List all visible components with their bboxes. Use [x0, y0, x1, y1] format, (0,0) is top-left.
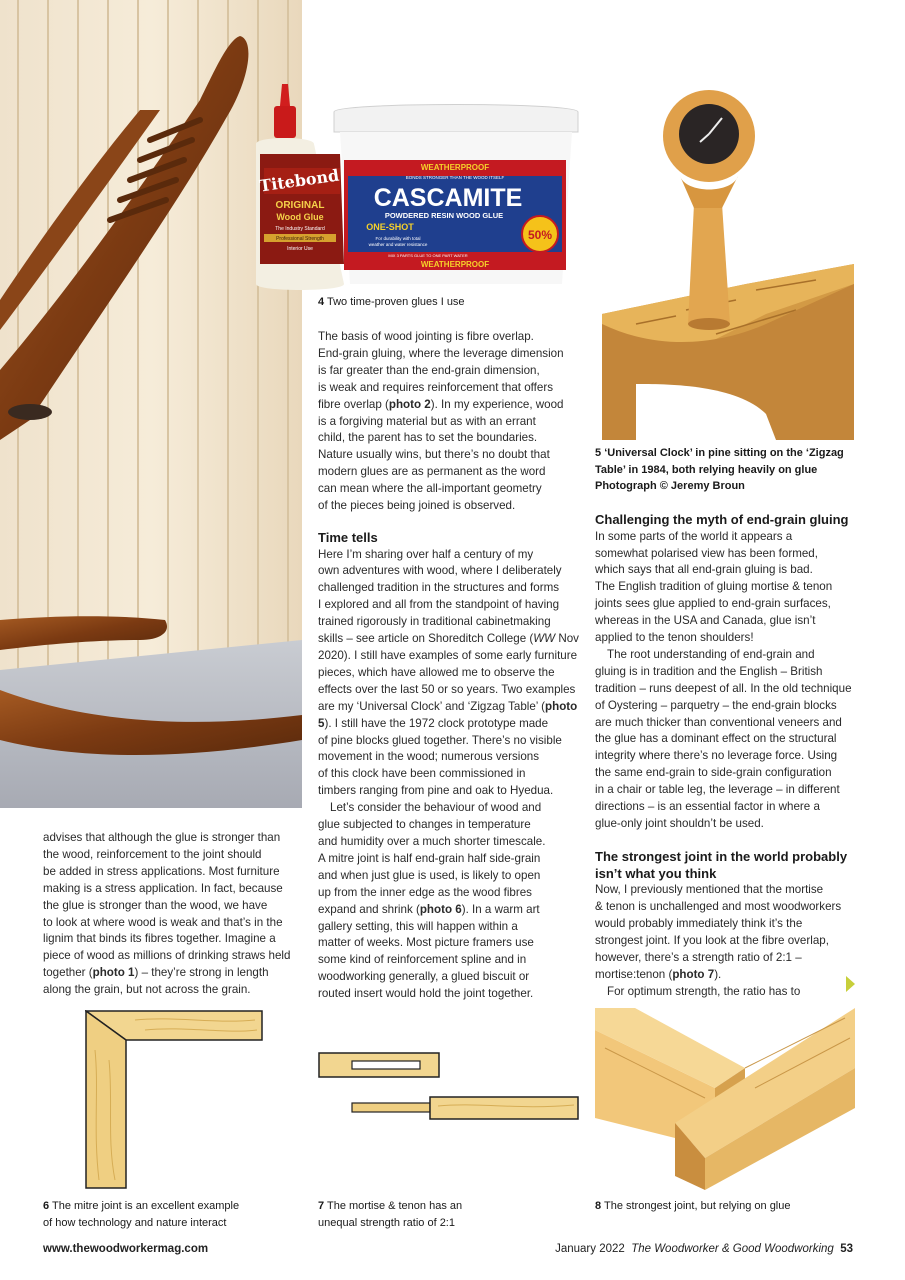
- svg-text:WEATHERPROOF: WEATHERPROOF: [420, 260, 490, 269]
- svg-text:For durability with total: For durability with total: [375, 236, 421, 241]
- photo5-caption: 5 ‘Universal Clock’ in pine sitting on the ‘Zigzag Table’ in 1984, both relying heavily on glue Photograph © Jeremy Broun: [595, 447, 844, 492]
- column-3-text: Challenging the myth of end-grain gluing In some parts of the world it appears a somewhat polarised view has been formed, which says that all end-grain gluing is bad. The English tradition of gluing mortise & tenon joints sees glue applied to end-grain surfaces, whereas in the USA and Canada, glue isn’t applied to the tenon shoulders! The root understanding of end-grain and gluing is in tradition and the English – British tradition – runs deepest of all. In the old technique of Oystering – parquetry – the end-grain blocks are much thicker than conventional veneers and the glue has a dominant effect on the structural integrity where there’s no leverage force. Using the same end-grain to side-grain configuration in a chair or table leg, the leverage – in different directions – is an essential factor in where a glue-only joint shouldn’t be used. The strongest joint in the world probably isn’t what you think Now, I previously mentioned that the mortise & tenon is unchallenged and most woodworkers would probably immediately think it’s the strongest joint. If you look at the fibre overlap, however, there’s a strength ratio of 2:1 – mortise:tenon (photo 7). For optimum strength, the ratio has to: [595, 512, 857, 1000]
- svg-text:The Industry Standard: The Industry Standard: [275, 226, 325, 232]
- universal-clock-photo: [596, 84, 854, 440]
- svg-text:WEATHERPROOF: WEATHERPROOF: [420, 163, 490, 172]
- column-2-text: The basis of wood jointing is fibre overlap. End-grain gluing, where the leverage dimension is far greater than the end-grain dimension, is weak and requires reinforcement that offers fibre overlap (photo 2). In my experience, wood is a forgiving material but as with an errant child, the parent has to set the boundaries. Nature usually wins, but there’s no doubt that modern glues are as permanent as the word can mean where the all-important geometry of the pieces being joined is observed. Time tells Here I’m sharing over half a century of my own adventures with wood, where I deliberately challenged tradition in the structures and forms I explored and all from the standpoint of having trained rigorously in traditional cabinetmaking skills – see article on Shoreditch College (WW Nov 2020). I still have examples of some early furniture pieces, which have allowed me to observe the effects over the last 50 or so years. Two examples are my ‘Universal Clock’ and ‘Zigzag Table’ (photo 5). I still have the 1972 clock prototype made of pine blocks glued together. There’s no visible movement in the wood; numerous versions of this clock have been commissioned in timbers ranging from pine and oak to Hyedua. Let’s consider the behaviour of wood and glue subjected to changes in temperature and humidity over a much shorter timescale. A mitre joint is half end-grain half side-grain and when just glue is used, is likely to open up from the inner edge as the wood fibres expand and shrink (photo 6). In a warm art gallery setting, this will happen within a matter of weeks. Most picture framers use some kind of reinforcement spline and in woodworking generally, a glued biscuit or routed insert would hold the joint together.: [318, 330, 579, 1001]
- svg-text:Interior Use: Interior Use: [287, 246, 313, 252]
- svg-text:ONE-SHOT: ONE-SHOT: [366, 222, 414, 232]
- svg-text:BONDS STRONGER THAN THE WOOD I: BONDS STRONGER THAN THE WOOD ITSELF: [405, 175, 505, 180]
- footer-date: January 2022: [555, 1243, 625, 1255]
- svg-text:ORIGINAL: ORIGINAL: [275, 200, 325, 211]
- page-number: 53: [840, 1243, 853, 1255]
- heading-strongest-joint: The strongest joint in the world probably: [595, 848, 848, 864]
- col2-p1-l1: The basis of wood jointing is fibre overlap.: [318, 330, 534, 343]
- footer-magazine: The Woodworker & Good Woodworking: [631, 1243, 834, 1255]
- titebond-brand: Titebond: [258, 165, 341, 196]
- footer-issue: [555, 1243, 853, 1255]
- column-1-text: advises that although the glue is stronger than the wood, reinforcement to the joint should be added in stress applications. Most furniture making is a stress application. In fact, because the glue is stronger than the wood, we have to look at where wood is weak and that’s in the lignim that binds its fibres together. Imagine a piece of wood as millions of drinking straws held together (photo 1) – they’re strong in length along the grain, but not across the grain.: [43, 831, 291, 997]
- photo4-caption: 4 Two time-proven glues I use: [318, 296, 465, 308]
- heading-time-tells: Time tells: [318, 529, 378, 545]
- footer-url[interactable]: www.thewoodworkermag.com: [43, 1243, 209, 1255]
- svg-text:POWDERED RESIN WOOD GLUE: POWDERED RESIN WOOD GLUE: [384, 211, 504, 220]
- svg-text:weather and water resistance: weather and water resistance: [368, 242, 428, 247]
- svg-text:Wood Glue: Wood Glue: [276, 212, 324, 222]
- mortise-tenon-illustration: [318, 1050, 580, 1126]
- fig8-caption: 8 The strongest joint, but relying on glue: [595, 1200, 791, 1212]
- svg-text:MIX 3 PARTS GLUE TO ONE PART W: MIX 3 PARTS GLUE TO ONE PART WATER: [388, 253, 468, 258]
- strongest-joint-photo: [595, 1008, 855, 1190]
- cascamite-brand: CASCAMITE: [373, 184, 523, 212]
- fig7-caption: 7 The mortise & tenon has an unequal strength ratio of 2:1: [318, 1200, 463, 1229]
- fig6-caption: 6 The mitre joint is an excellent example of how technology and nature interact: [43, 1200, 240, 1229]
- svg-text:50%: 50%: [527, 228, 553, 242]
- mitre-joint-illustration: [85, 1010, 263, 1190]
- heading-end-grain-myth: Challenging the myth of end-grain gluing: [595, 512, 849, 527]
- svg-text:Professional Strength: Professional Strength: [276, 236, 324, 242]
- continue-arrow-icon: [846, 976, 855, 992]
- glue-products-photo: [248, 84, 580, 294]
